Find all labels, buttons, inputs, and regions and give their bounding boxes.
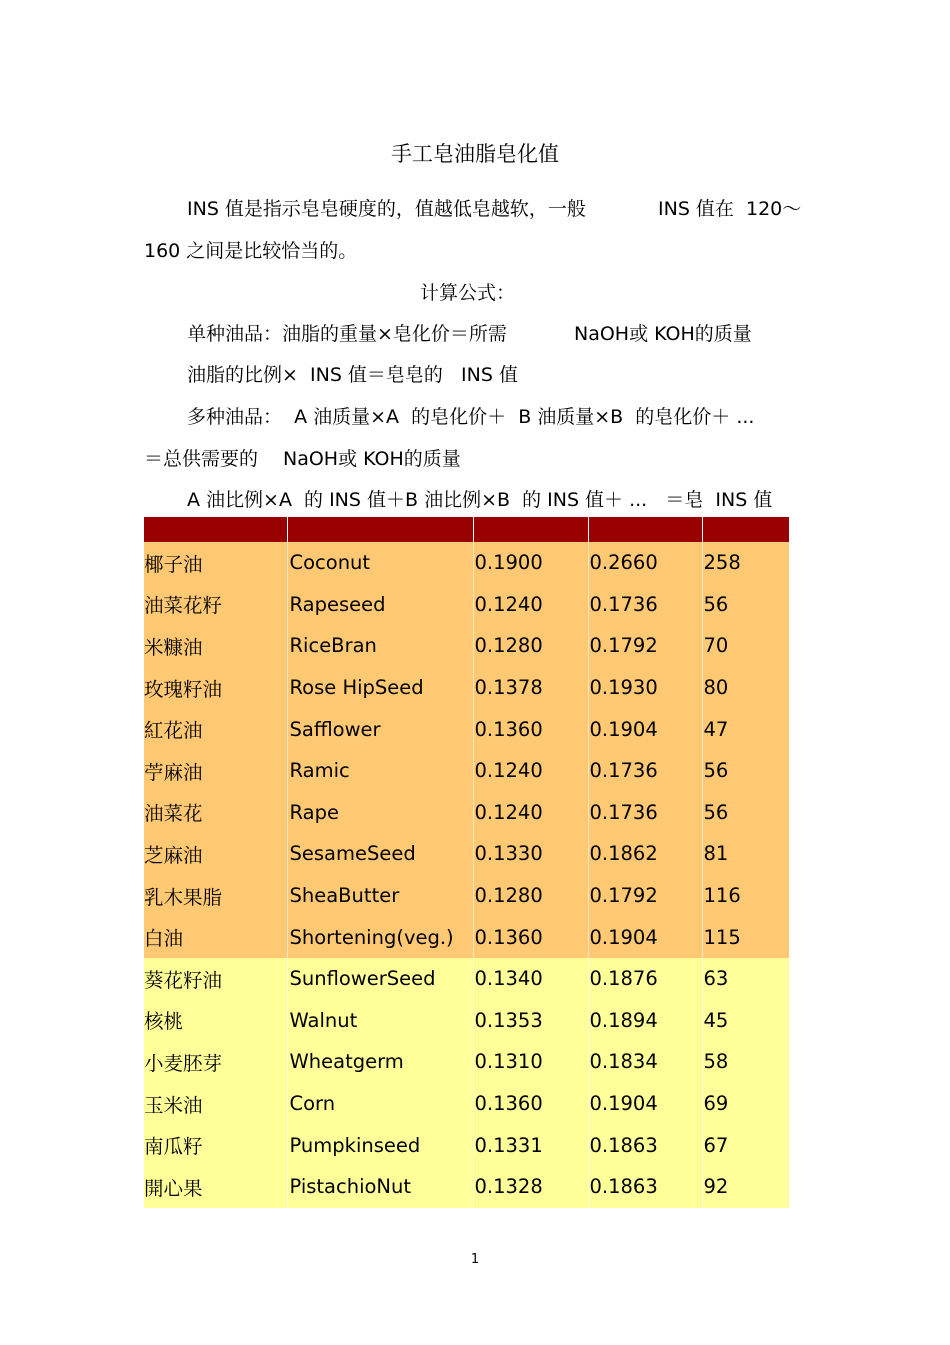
naoh-value: 0.1900 (473, 542, 588, 584)
naoh-value: 0.1280 (473, 875, 588, 917)
table-row (144, 1166, 789, 1208)
intro-line-2: 160 之间是比较恰当的。 (144, 240, 358, 262)
oil-name-zh: 油菜花籽 (144, 584, 287, 626)
table-row (144, 792, 789, 834)
oil-name-zh: 玉米油 (144, 1083, 287, 1125)
oil-name-en: Rapeseed (287, 584, 473, 626)
oil-name-zh: 葵花籽油 (144, 958, 287, 1000)
header-cell (588, 517, 702, 542)
naoh-value: 0.1240 (473, 792, 588, 834)
ins-value: 70 (702, 625, 789, 667)
ins-value: 115 (702, 916, 789, 958)
koh-value: 0.1863 (588, 1124, 702, 1166)
ins-value: 56 (702, 584, 789, 626)
table-row (144, 708, 789, 750)
koh-value: 0.1904 (588, 916, 702, 958)
naoh-value: 0.1360 (473, 708, 588, 750)
multi-formula-line-3: A 油比例×A 的 INS 值＋B 油比例×B 的 INS 值＋ ... ＝皂 INS 值 (187, 489, 773, 511)
ins-value: 56 (702, 750, 789, 792)
ins-value: 67 (702, 1124, 789, 1166)
table-body (144, 542, 789, 1208)
multi-formula-line-1: 多种油品： A 油质量×A 的皂化价＋ B 油质量×B 的皂化价＋ ... (187, 406, 755, 428)
naoh-value: 0.1328 (473, 1166, 588, 1208)
ins-value: 56 (702, 792, 789, 834)
koh-value: 0.1792 (588, 875, 702, 917)
oil-name-en: Wheatgerm (287, 1041, 473, 1083)
oil-name-en: RiceBran (287, 625, 473, 667)
table-row (144, 875, 789, 917)
oil-name-en: Walnut (287, 1000, 473, 1042)
koh-value: 0.1904 (588, 1083, 702, 1125)
naoh-value: 0.1360 (473, 1083, 588, 1125)
oil-name-zh: 苧麻油 (144, 750, 287, 792)
oil-name-en: Shortening(veg.) (287, 916, 473, 958)
table-row (144, 1124, 789, 1166)
table-row (144, 625, 789, 667)
oil-name-zh: 油菜花 (144, 792, 287, 834)
oil-name-zh: 椰子油 (144, 542, 287, 584)
page-title: 手工皂油脂皂化值 (391, 142, 559, 166)
table-row (144, 1000, 789, 1042)
single-formula-line-2: 油脂的比例× INS 值＝皂皂的 INS 值 (187, 364, 518, 386)
koh-value: 0.1834 (588, 1041, 702, 1083)
naoh-value: 0.1353 (473, 1000, 588, 1042)
table-row (144, 958, 789, 1000)
ins-value: 258 (702, 542, 789, 584)
table-row (144, 833, 789, 875)
header-cell (702, 517, 789, 542)
oil-name-en: Corn (287, 1083, 473, 1125)
naoh-value: 0.1280 (473, 625, 588, 667)
koh-value: 0.1792 (588, 625, 702, 667)
table-header-row (144, 517, 789, 542)
table-row (144, 916, 789, 958)
oil-name-zh: 乳木果脂 (144, 875, 287, 917)
oil-name-zh: 開心果 (144, 1166, 287, 1208)
koh-value: 0.1894 (588, 1000, 702, 1042)
oil-name-en: SesameSeed (287, 833, 473, 875)
oil-name-en: PistachioNut (287, 1166, 473, 1208)
table-row (144, 750, 789, 792)
oil-name-en: Rose HipSeed (287, 667, 473, 709)
page-number: 1 (470, 1252, 480, 1267)
ins-value: 58 (702, 1041, 789, 1083)
oil-name-en: SheaButter (287, 875, 473, 917)
koh-value: 0.1862 (588, 833, 702, 875)
header-cell (144, 517, 287, 542)
koh-value: 0.1736 (588, 584, 702, 626)
ins-value: 116 (702, 875, 789, 917)
koh-value: 0.1736 (588, 750, 702, 792)
formula-heading: 计算公式： (420, 282, 516, 304)
oil-name-zh: 白油 (144, 916, 287, 958)
oil-saponification-table (144, 517, 789, 1208)
naoh-value: 0.1240 (473, 584, 588, 626)
koh-value: 0.1876 (588, 958, 702, 1000)
table-row (144, 584, 789, 626)
multi-formula-line-2a: ＝总供需要的 (144, 448, 259, 470)
naoh-value: 0.1378 (473, 667, 588, 709)
koh-value: 0.1904 (588, 708, 702, 750)
naoh-value: 0.1331 (473, 1124, 588, 1166)
oil-name-zh: 南瓜籽 (144, 1124, 287, 1166)
ins-value: 81 (702, 833, 789, 875)
oil-name-en: Safflower (287, 708, 473, 750)
naoh-value: 0.1240 (473, 750, 588, 792)
single-formula-line-1b: NaOH或 KOH的质量 (574, 323, 752, 345)
koh-value: 0.1736 (588, 792, 702, 834)
ins-value: 69 (702, 1083, 789, 1125)
ins-value: 63 (702, 958, 789, 1000)
naoh-value: 0.1340 (473, 958, 588, 1000)
ins-value: 47 (702, 708, 789, 750)
multi-formula-line-2b: NaOH或 KOH的质量 (283, 448, 461, 470)
header-cell (287, 517, 473, 542)
ins-value: 80 (702, 667, 789, 709)
table-row (144, 667, 789, 709)
table-row (144, 542, 789, 584)
oil-name-zh: 米糠油 (144, 625, 287, 667)
oil-name-en: Pumpkinseed (287, 1124, 473, 1166)
single-formula-line-1a: 单种油品：油脂的重量×皂化价＝所需 (187, 323, 507, 345)
header-cell (473, 517, 588, 542)
naoh-value: 0.1310 (473, 1041, 588, 1083)
koh-value: 0.1930 (588, 667, 702, 709)
koh-value: 0.2660 (588, 542, 702, 584)
intro-line-1b: INS 值在 120～ (658, 198, 802, 220)
oil-name-en: Rape (287, 792, 473, 834)
table-row (144, 1083, 789, 1125)
naoh-value: 0.1360 (473, 916, 588, 958)
naoh-value: 0.1330 (473, 833, 588, 875)
oil-name-en: Ramic (287, 750, 473, 792)
oil-name-zh: 核桃 (144, 1000, 287, 1042)
koh-value: 0.1863 (588, 1166, 702, 1208)
oil-name-zh: 玫瑰籽油 (144, 667, 287, 709)
oil-name-en: Coconut (287, 542, 473, 584)
oil-name-en: SunflowerSeed (287, 958, 473, 1000)
intro-line-1a: INS 值是指示皂皂硬度的，值越低皂越软，一般 (187, 198, 586, 220)
oil-name-zh: 小麦胚芽 (144, 1041, 287, 1083)
ins-value: 92 (702, 1166, 789, 1208)
oil-name-zh: 紅花油 (144, 708, 287, 750)
ins-value: 45 (702, 1000, 789, 1042)
oil-name-zh: 芝麻油 (144, 833, 287, 875)
table-row (144, 1041, 789, 1083)
